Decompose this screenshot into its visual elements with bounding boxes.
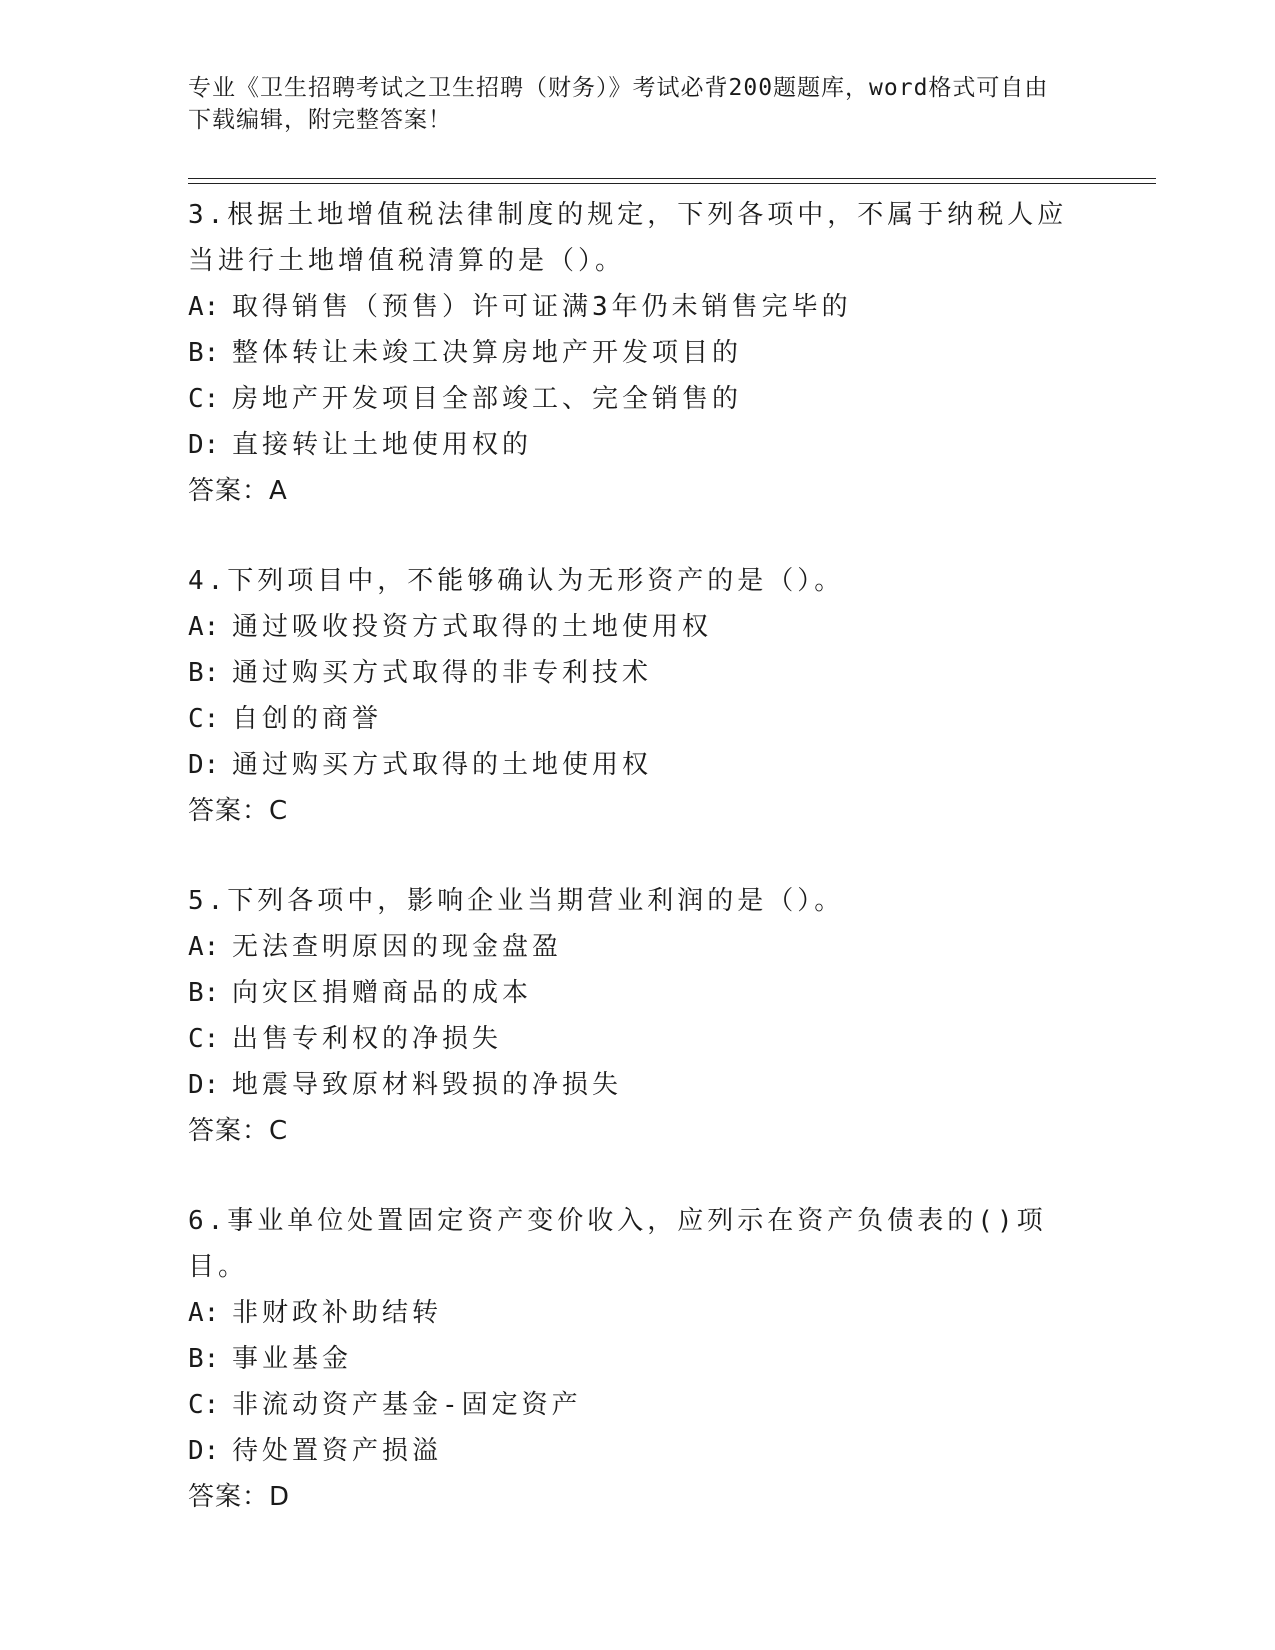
option-text: 非流动资产基金-固定资产 <box>232 1390 582 1420</box>
question-3 <box>188 192 1088 514</box>
option-d <box>188 422 1088 468</box>
question-5 <box>188 878 1088 1154</box>
option-text: 地震导致原材料毁损的净损失 <box>232 1070 623 1100</box>
option-text: 通过购买方式取得的土地使用权 <box>232 750 653 780</box>
option-b <box>188 1336 1088 1382</box>
option-letter: D: <box>188 1436 220 1466</box>
option-letter: B: <box>188 978 220 1008</box>
option-text: 直接转让土地使用权的 <box>232 430 533 460</box>
question-stem: 4.下列项目中，不能够确认为无形资产的是（）。 <box>188 566 845 596</box>
question-list <box>188 192 1088 1520</box>
answer-line: 答案：D <box>188 1482 291 1512</box>
option-letter: C: <box>188 384 220 414</box>
option-text: 整体转让未竣工决算房地产开发项目的 <box>232 338 743 368</box>
option-c <box>188 696 1088 742</box>
option-letter: A: <box>188 612 220 642</box>
option-a <box>188 1290 1088 1336</box>
option-text: 事业基金 <box>232 1344 353 1374</box>
question-stem: 3.根据土地增值税法律制度的规定，下列各项中，不属于纳税人应当进行土地增值税清算的是（）。 <box>188 200 1068 276</box>
option-letter: D: <box>188 1070 220 1100</box>
option-text: 取得销售（预售）许可证满3年仍未销售完毕的 <box>232 292 852 322</box>
document-header: 专业《卫生招聘考试之卫生招聘（财务）》考试必背200题题库，word格式可自由下载编辑，附完整答案！ <box>188 75 1049 133</box>
option-text: 通过购买方式取得的非专利技术 <box>232 658 653 688</box>
question-6 <box>188 1198 1088 1520</box>
option-b <box>188 650 1088 696</box>
option-c <box>188 1382 1088 1428</box>
option-letter: A: <box>188 292 220 322</box>
option-text: 非财政补助结转 <box>232 1298 443 1328</box>
question-stem: 5.下列各项中，影响企业当期营业利润的是（）。 <box>188 886 845 916</box>
option-a <box>188 604 1088 650</box>
option-letter: B: <box>188 658 220 688</box>
option-b <box>188 970 1088 1016</box>
option-c <box>188 1016 1088 1062</box>
option-a <box>188 924 1088 970</box>
option-letter: A: <box>188 932 220 962</box>
option-text: 待处置资产损溢 <box>232 1436 443 1466</box>
header-divider-top <box>188 178 1156 179</box>
question-stem: 6.事业单位处置固定资产变价收入，应列示在资产负债表的()项目。 <box>188 1206 1047 1282</box>
option-letter: C: <box>188 704 220 734</box>
option-d <box>188 742 1088 788</box>
option-c <box>188 376 1088 422</box>
option-b <box>188 330 1088 376</box>
option-d <box>188 1062 1088 1108</box>
option-text: 出售专利权的净损失 <box>232 1024 503 1054</box>
answer-line: 答案：C <box>188 796 289 826</box>
option-letter: D: <box>188 750 220 780</box>
option-letter: C: <box>188 1390 220 1420</box>
option-a <box>188 284 1088 330</box>
option-letter: A: <box>188 1298 220 1328</box>
option-d <box>188 1428 1088 1474</box>
option-letter: D: <box>188 430 220 460</box>
option-text: 自创的商誉 <box>232 704 383 734</box>
option-letter: C: <box>188 1024 220 1054</box>
option-text: 房地产开发项目全部竣工、完全销售的 <box>232 384 743 414</box>
option-text: 通过吸收投资方式取得的土地使用权 <box>232 612 713 642</box>
answer-line: 答案：C <box>188 1116 289 1146</box>
answer-line: 答案：A <box>188 476 288 506</box>
header-divider-bottom <box>188 183 1156 184</box>
option-letter: B: <box>188 338 220 368</box>
question-4 <box>188 558 1088 834</box>
option-letter: B: <box>188 1344 220 1374</box>
option-text: 向灾区捐赠商品的成本 <box>232 978 533 1008</box>
option-text: 无法查明原因的现金盘盈 <box>232 932 563 962</box>
